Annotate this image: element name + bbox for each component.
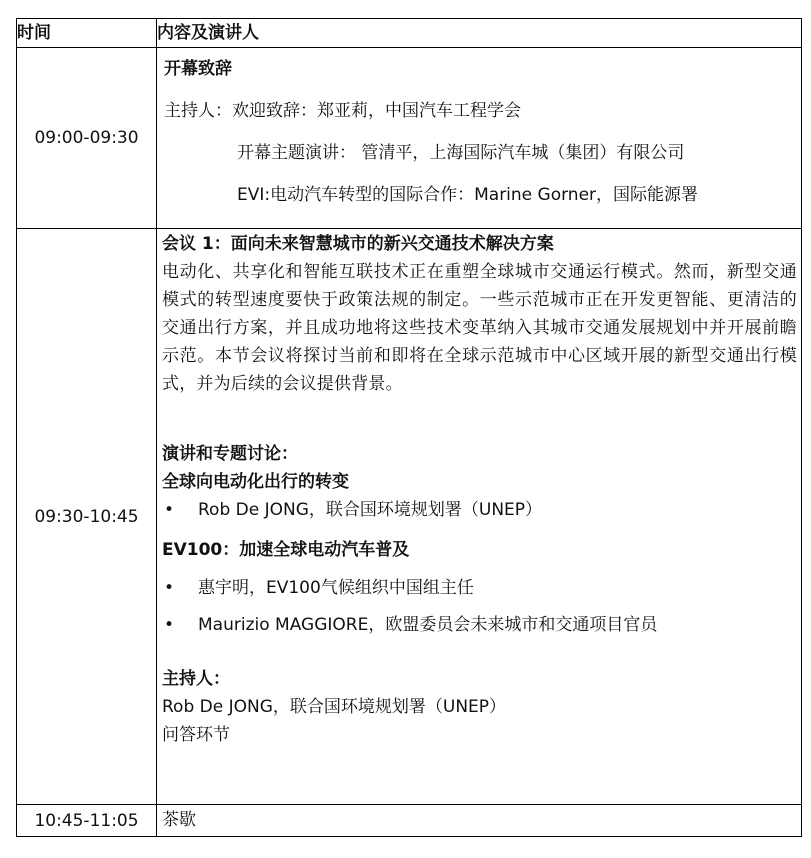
bullet-icon: • [164, 500, 175, 520]
list-item [162, 611, 797, 639]
table-row [17, 229, 802, 805]
host-name: Rob De JONG，联合国环境规划署（UNEP） [162, 697, 507, 717]
row-content [157, 805, 802, 837]
host-welcome-line: 主持人：欢迎致辞：郑亚莉，中国汽车工程学会 [164, 101, 521, 121]
session-title: 会议 1：面向未来智慧城市的新兴交通技术解决方案 [162, 234, 554, 254]
table-header-row [17, 19, 802, 48]
list-item [162, 574, 797, 602]
table-row [17, 48, 802, 229]
opening-title: 开幕致辞 [164, 59, 232, 79]
list-item [162, 496, 797, 524]
row-content [157, 48, 802, 229]
break-text: 茶歇 [162, 810, 196, 830]
speaker-text: 惠宇明，EV100气候组织中国组主任 [198, 578, 474, 598]
row-time: 10:45-11:05 [17, 805, 157, 837]
keynote-line: 开幕主题演讲： 管清平，上海国际汽车城（集团）有限公司 [237, 143, 685, 163]
talks-heading: 演讲和专题讨论： [162, 444, 298, 464]
speaker-text: Maurizio MAGGIORE，欧盟委员会未来城市和交通项目官员 [198, 615, 658, 635]
evi-line: EVI:电动汽车转型的国际合作：Marine Gorner，国际能源署 [237, 185, 699, 205]
row-time: 09:00-09:30 [17, 48, 157, 229]
talk2-title: EV100：加速全球电动汽车普及 [162, 540, 410, 560]
bullet-icon: • [164, 615, 175, 635]
talk1-title: 全球向电动化出行的转变 [162, 472, 349, 492]
row-content [157, 229, 802, 805]
qa-session: 问答环节 [162, 725, 230, 745]
header-content: 内容及演讲人 [157, 19, 802, 48]
header-time: 时间 [17, 19, 157, 48]
speaker-text: Rob De JONG，联合国环境规划署（UNEP） [198, 500, 543, 520]
table-row [17, 805, 802, 837]
row-time: 09:30-10:45 [17, 229, 157, 805]
bullet-icon: • [164, 578, 175, 598]
agenda-table [16, 18, 802, 837]
session-description: 电动化、共享化和智能互联技术正在重塑全球城市交通运行模式。然而，新型交通模式的转型速度要快于政策法规的制定。一些示范城市正在开发更智能、更清洁的交通出行方案，并且成功地将这些技术变革纳入其城市交通发展规划中并开展前瞻示范。本节会议将探讨当前和即将在全球示范城市中心区域开展的新型交通出行模式，并为后续的会议提供背景。 [162, 262, 797, 394]
host-heading: 主持人： [162, 669, 230, 689]
